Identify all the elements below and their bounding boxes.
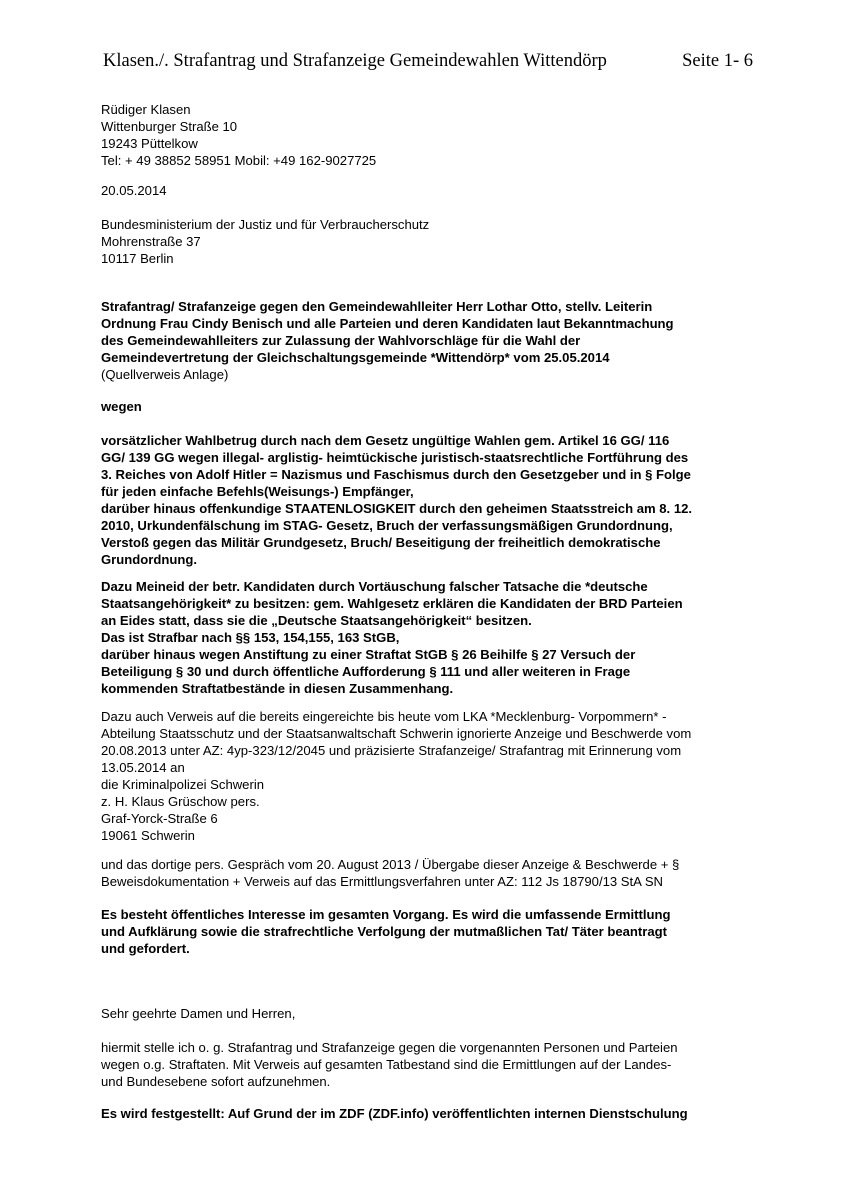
salutation: Sehr geehrte Damen und Herren, [101,1006,296,1021]
public-interest-paragraph [101,906,761,957]
perjury-line: Dazu Meineid der betr. Kandidaten durch Vortäuschung falscher Tatsache die *deutsche [101,579,648,594]
wegen-heading: wegen [101,399,142,414]
perjury-line: Das ist Strafbar nach §§ 153, 154,155, 163 StGB, [101,630,400,645]
letter-date: 20.05.2014 [101,183,167,198]
meeting-line: und das dortige pers. Gespräch vom 20. August 2013 / Übergabe dieser Anzeige & Beschwerde + § [101,857,680,872]
reference-line: 20.08.2013 unter AZ: 4yp-323/12/2045 und präzisierte Strafanzeige/ Strafantrag mit Erinnerung vom [101,743,682,758]
subject-line: Gemeindevertretung der Gleichschaltungsgemeinde *Wittendörp* vom 25.05.2014 [101,350,610,365]
reference-line: z. H. Klaus Grüschow pers. [101,794,260,809]
perjury-line: an Eides statt, dass sie die „Deutsche Staatsangehörigkeit“ besitzen. [101,613,532,628]
charges-line: 2010, Urkundenfälschung im STAG- Gesetz, Bruch der verfassungsmäßigen Grundordnung, [101,518,673,533]
sender-street: Wittenburger Straße 10 [101,119,238,134]
reference-line: die Kriminalpolizei Schwerin [101,777,265,792]
interest-line: Es besteht öffentliches Interesse im gesamten Vorgang. Es wird die umfassende Ermittlung [101,907,671,922]
recipient-address [101,216,761,267]
subject-paragraph [101,298,761,366]
subject-line: Ordnung Frau Cindy Benisch und alle Parteien und deren Kandidaten laut Bekanntmachung [101,316,674,331]
intro-line: hiermit stelle ich o. g. Strafantrag und Strafanzeige gegen die vorgenannten Personen und Parteien [101,1040,678,1055]
sender-city: 19243 Püttelkow [101,136,198,151]
perjury-line: Staatsangehörigkeit* zu besitzen: gem. Wahlgesetz erklären die Kandidaten der BRD Parteien [101,596,683,611]
perjury-line: kommenden Straftatbestände in diesen Zusammenhang. [101,681,454,696]
sender-phone: Tel: + 49 38852 58951 Mobil: +49 162-9027725 [101,153,377,168]
perjury-line: darüber hinaus wegen Anstiftung zu einer Straftat StGB § 26 Beihilfe § 27 Versuch der [101,647,636,662]
page-number: Seite 1- 6 [682,51,753,71]
sender-address [101,101,761,169]
charges-line: Grundordnung. [101,552,197,567]
charges-paragraph [101,432,761,568]
charges-line: 3. Reiches von Adolf Hitler = Nazismus und Faschismus durch den Gesetzgeber und in § Folge [101,467,691,482]
charges-line: Verstoß gegen das Militär Grundgesetz, Bruch/ Beseitigung der freiheitlich demokratische [101,535,661,550]
charges-line: vorsätzlicher Wahlbetrug durch nach dem Gesetz ungültige Wahlen gem. Artikel 16 GG/ 116 [101,433,670,448]
recipient-street: Mohrenstraße 37 [101,234,201,249]
recipient-city: 10117 Berlin [101,251,174,266]
finding-paragraph: Es wird festgestellt: Auf Grund der im ZDF (ZDF.info) veröffentlichten internen Dienstschulung [101,1106,688,1121]
charges-line: darüber hinaus offenkundige STAATENLOSIGKEIT durch den geheimen Staatsstreich am 8. 12. [101,501,693,516]
subject-line: des Gemeindewahlleiters zur Zulassung der Wahlvorschläge für die Wahl der [101,333,581,348]
page-header [103,47,753,77]
reference-paragraph [101,708,761,844]
meeting-line: Beweisdokumentation + Verweis auf das Ermittlungsverfahren unter AZ: 112 Js 18790/13 StA SN [101,874,664,889]
subject-line: Strafantrag/ Strafanzeige gegen den Gemeindewahlleiter Herr Lothar Otto, stellv. Leiterin [101,299,653,314]
sender-name: Rüdiger Klasen [101,102,191,117]
reference-line: Graf-Yorck-Straße 6 [101,811,218,826]
header-title: Klasen./. Strafantrag und Strafanzeige Gemeindewahlen Wittendörp [103,51,607,71]
charges-line: für jeden einfache Befehls(Weisungs-) Empfänger, [101,484,414,499]
recipient-name: Bundesministerium der Justiz und für Verbraucherschutz [101,217,430,232]
reference-line: Abteilung Staatsschutz und der Staatsanwaltschaft Schwerin ignorierte Anzeige und Beschwerde vom [101,726,692,741]
meeting-paragraph [101,856,761,890]
perjury-paragraph [101,578,761,697]
charges-line: GG/ 139 GG wegen illegal- arglistig- heimtückische juristisch-staatsrechtliche Fortführung des [101,450,689,465]
reference-line: Dazu auch Verweis auf die bereits eingereichte bis heute vom LKA *Mecklenburg- Vorpommern* - [101,709,667,724]
intro-line: wegen o.g. Straftaten. Mit Verweis auf gesamten Tatbestand sind die Ermittlungen auf der Landes- [101,1057,672,1072]
interest-line: und Aufklärung sowie die strafrechtliche Verfolgung der mutmaßlichen Tat/ Täter beantragt [101,924,668,939]
intro-line: und Bundesebene sofort aufzunehmen. [101,1074,331,1089]
reference-line: 19061 Schwerin [101,828,195,843]
subject-note: (Quellverweis Anlage) [101,367,229,382]
interest-line: und gefordert. [101,941,190,956]
intro-paragraph [101,1039,761,1090]
reference-line: 13.05.2014 an [101,760,185,775]
perjury-line: Beteiligung § 30 und durch öffentliche Aufforderung § 111 und aller weiteren in Frage [101,664,631,679]
